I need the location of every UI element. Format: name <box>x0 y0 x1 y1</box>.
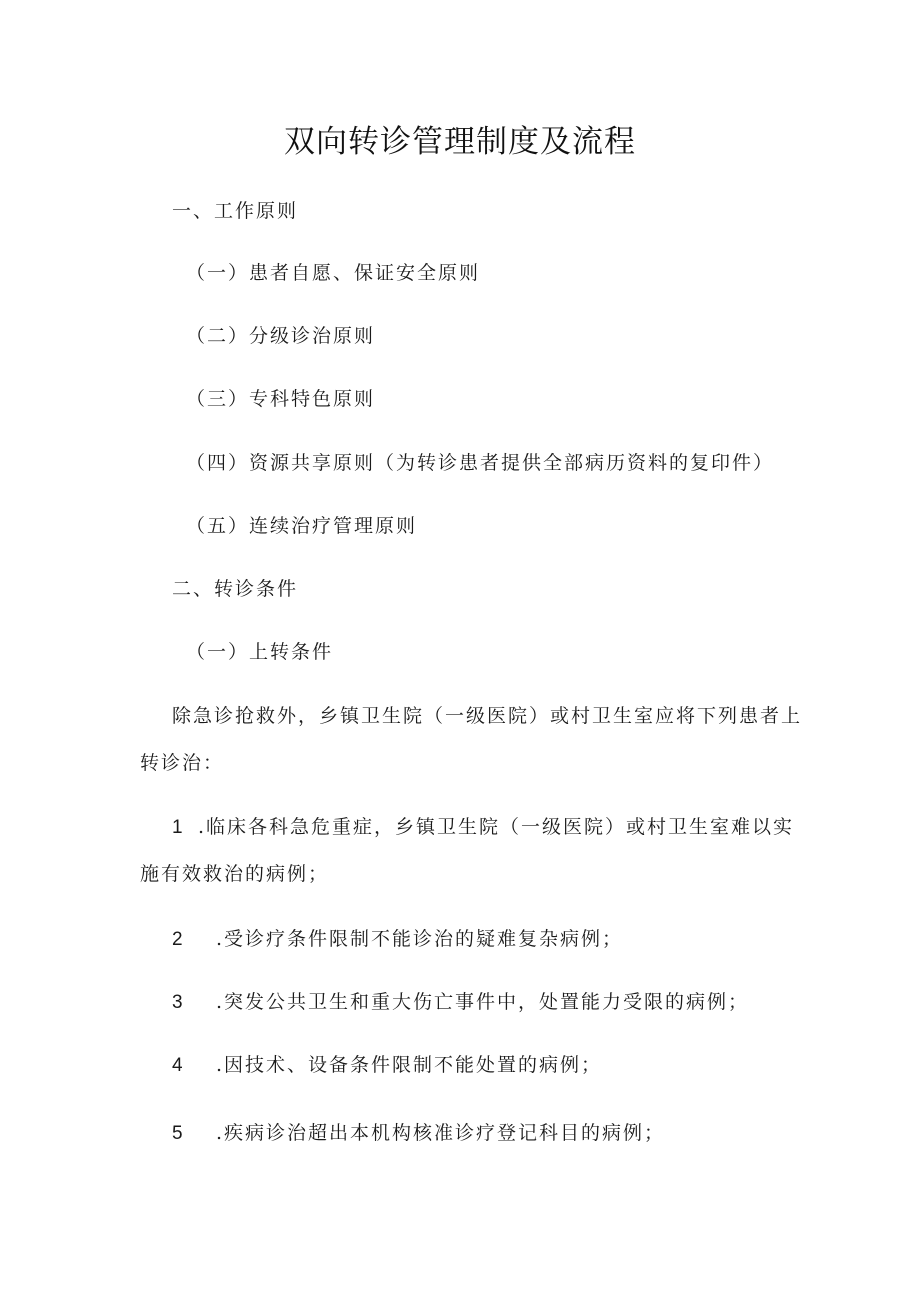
list-item-number: 1 <box>172 817 183 838</box>
list-item <box>172 926 623 953</box>
subsection-heading-upward: （一）上转条件 <box>186 641 334 663</box>
section-heading-principles: 一、工作原则 <box>172 200 299 222</box>
principle-item: （二）分级诊治原则 <box>186 325 376 347</box>
list-item <box>172 814 794 841</box>
principle-item: （一）患者自愿、保证安全原则 <box>186 262 481 284</box>
principle-item: （四）资源共享原则（为转诊患者提供全部病历资料的复印件） <box>186 452 775 474</box>
list-item-number: 4 <box>172 1055 183 1076</box>
list-item <box>172 989 749 1016</box>
list-item-text: .疾病诊治超出本机构核准诊疗登记科目的病例； <box>216 1122 666 1144</box>
list-item-number: 3 <box>172 992 183 1013</box>
list-item-text: .突发公共卫生和重大伤亡事件中，处置能力受限的病例； <box>216 991 750 1013</box>
list-item-number: 2 <box>172 929 183 950</box>
intro-paragraph-line: 转诊治： <box>140 752 225 774</box>
list-item-continuation: 施有效救治的病例； <box>140 863 330 885</box>
page-title: 双向转诊管理制度及流程 <box>284 124 636 160</box>
list-item-text: .临床各科急危重症，乡镇卫生院（一级医院）或村卫生室难以实 <box>198 816 795 838</box>
principle-item: （五）连续治疗管理原则 <box>186 515 418 537</box>
list-item <box>172 1052 602 1079</box>
list-item-number: 5 <box>172 1123 183 1144</box>
list-item-text: .受诊疗条件限制不能诊治的疑难复杂病例； <box>216 928 624 950</box>
list-item-text: .因技术、设备条件限制不能处置的病例； <box>216 1054 603 1076</box>
principle-item: （三）专科特色原则 <box>186 388 376 410</box>
intro-paragraph-line: 除急诊抢救外，乡镇卫生院（一级医院）或村卫生室应将下列患者上 <box>172 705 803 727</box>
section-heading-conditions: 二、转诊条件 <box>172 578 299 600</box>
list-item <box>172 1120 665 1147</box>
